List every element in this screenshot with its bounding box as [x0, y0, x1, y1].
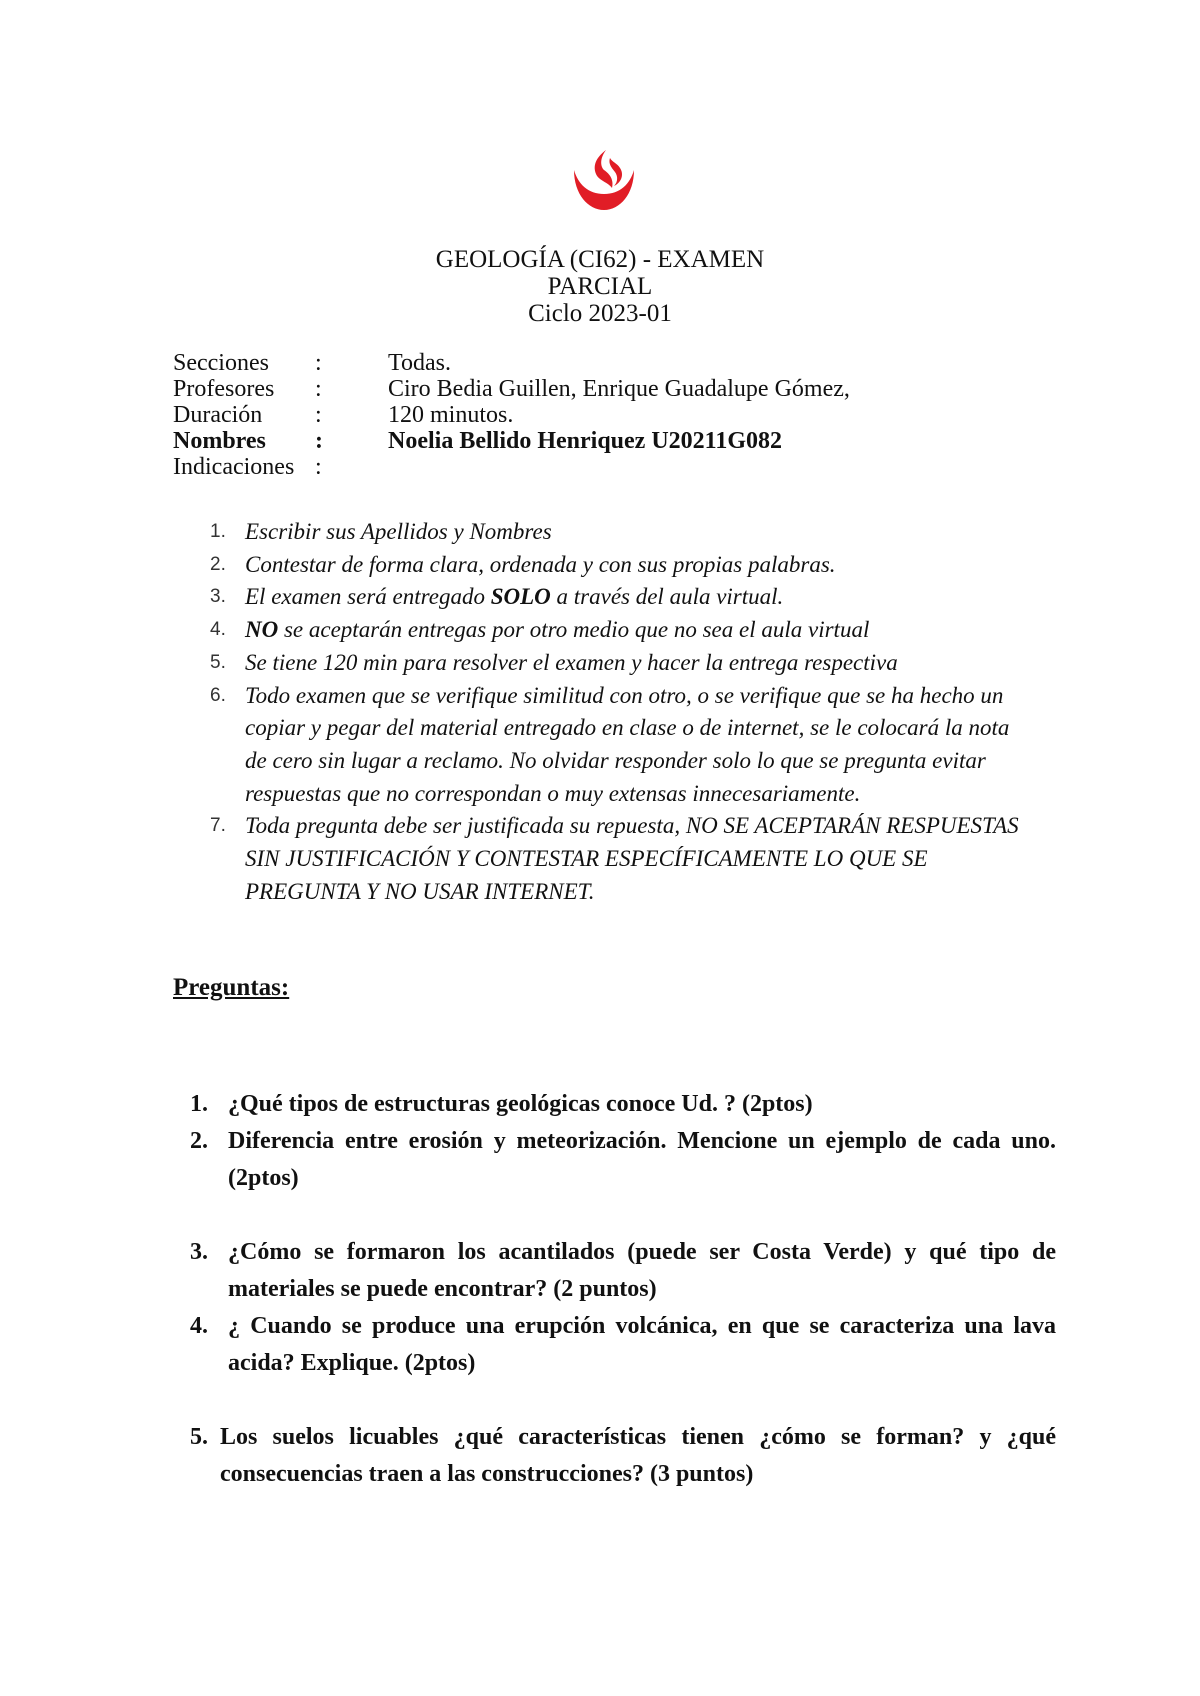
upc-flame-logo-icon [568, 144, 640, 216]
question-text: Los suelos licuables ¿qué características tienen ¿cómo se forman? y ¿qué consecuencias traen a las construcciones? (3 puntos) [220, 1424, 1056, 1487]
instruction-number: 6. [210, 684, 226, 706]
instruction-text-post: a través del aula virtual. [550, 584, 784, 610]
exam-title [300, 246, 900, 327]
instruction-number: 7. [210, 815, 226, 837]
info-label: Profesores [173, 376, 275, 402]
student-name: Noelia Bellido Henriquez U20211G082 [388, 428, 782, 454]
instruction-item [200, 647, 1030, 680]
question-number: 1. [190, 1091, 208, 1117]
instruction-text: Toda pregunta debe ser justificada su repuesta, NO SE ACEPTARÁN RESPUESTAS SIN JUSTIFICACIÓN Y CONTESTAR ESPECÍFICAMENTE LO QUE SE PREGUNTA Y NO USAR INTERNET. [245, 813, 1019, 904]
instruction-text: Todo examen que se verifique similitud con otro, o se verifique que se ha hecho un copiar y pegar del material entregado en clase o de internet, se le colocará la nota de cero sin lugar a reclamo. No olvidar responder solo lo que se pregunta evitar respuestas que no correspondan o muy extensas innecesariamente. [245, 682, 1010, 806]
instruction-number: 2. [210, 553, 226, 575]
info-colon: : [315, 428, 323, 454]
title-line-3: Ciclo 2023-01 [528, 300, 672, 327]
info-colon: : [315, 350, 322, 376]
instruction-number: 4. [210, 619, 226, 641]
instruction-emphasis: NO [245, 617, 279, 643]
info-colon: : [315, 402, 322, 428]
info-label: Duración [173, 402, 263, 428]
question-item [190, 1234, 1056, 1308]
instruction-text: Contestar de forma clara, ordenada y con sus propias palabras. [245, 551, 836, 577]
question-number: 5. [190, 1424, 208, 1450]
instruction-text-pre: El examen será entregado [245, 584, 491, 610]
question-text: ¿Cómo se formaron los acantilados (puede ser Costa Verde) y qué tipo de materiales se puede encontrar? (2 puntos) [228, 1239, 1056, 1302]
question-number: 4. [190, 1313, 208, 1339]
instruction-item [200, 549, 1030, 582]
title-line-1: GEOLOGÍA (CI62) - EXAMEN [435, 246, 765, 273]
instruction-emphasis: SOLO [490, 584, 551, 610]
instruction-item [200, 581, 1030, 614]
info-value: 120 minutos. [388, 402, 514, 428]
question-text: ¿ Cuando se produce una erupción volcánica, en que se caracteriza una lava acida? Explique. (2ptos) [228, 1313, 1056, 1376]
instruction-number: 3. [210, 586, 226, 608]
question-item [190, 1419, 1056, 1493]
question-item [190, 1308, 1056, 1382]
instruction-number: 5. [210, 651, 226, 673]
question-item [190, 1123, 1056, 1197]
instruction-text: Escribir sus Apellidos y Nombres [245, 519, 552, 544]
instruction-text: Se tiene 120 min para resolver el examen y hacer la entrega respectiva [245, 649, 898, 675]
question-item [190, 1086, 1056, 1123]
instruction-item [200, 614, 1030, 647]
question-text: ¿Qué tipos de estructuras geológicas conoce Ud. ? (2ptos) [228, 1091, 813, 1117]
info-colon: : [315, 376, 322, 402]
questions-list [190, 1086, 1056, 1493]
question-text: Diferencia entre erosión y meteorización. Mencione un ejemplo de cada uno. (2ptos) [228, 1128, 1056, 1191]
info-value: Todas. [388, 350, 451, 376]
title-line-2: PARCIAL [547, 273, 653, 300]
info-value: Ciro Bedia Guillen, Enrique Guadalupe Gómez, [388, 376, 850, 402]
instruction-item [200, 810, 1030, 908]
instruction-text-post: se aceptarán entregas por otro medio que no sea el aula virtual [278, 617, 870, 643]
question-number: 3. [190, 1239, 208, 1265]
instruction-item [200, 516, 1030, 549]
question-number: 2. [190, 1128, 208, 1154]
info-label: Indicaciones [173, 454, 295, 480]
info-colon: : [315, 454, 322, 480]
info-label: Secciones [173, 350, 269, 376]
instruction-number: 1. [210, 521, 226, 542]
info-label: Nombres [173, 428, 266, 454]
questions-heading: Preguntas: [173, 974, 290, 1001]
instructions-list [200, 516, 1030, 908]
instruction-item [200, 680, 1030, 811]
